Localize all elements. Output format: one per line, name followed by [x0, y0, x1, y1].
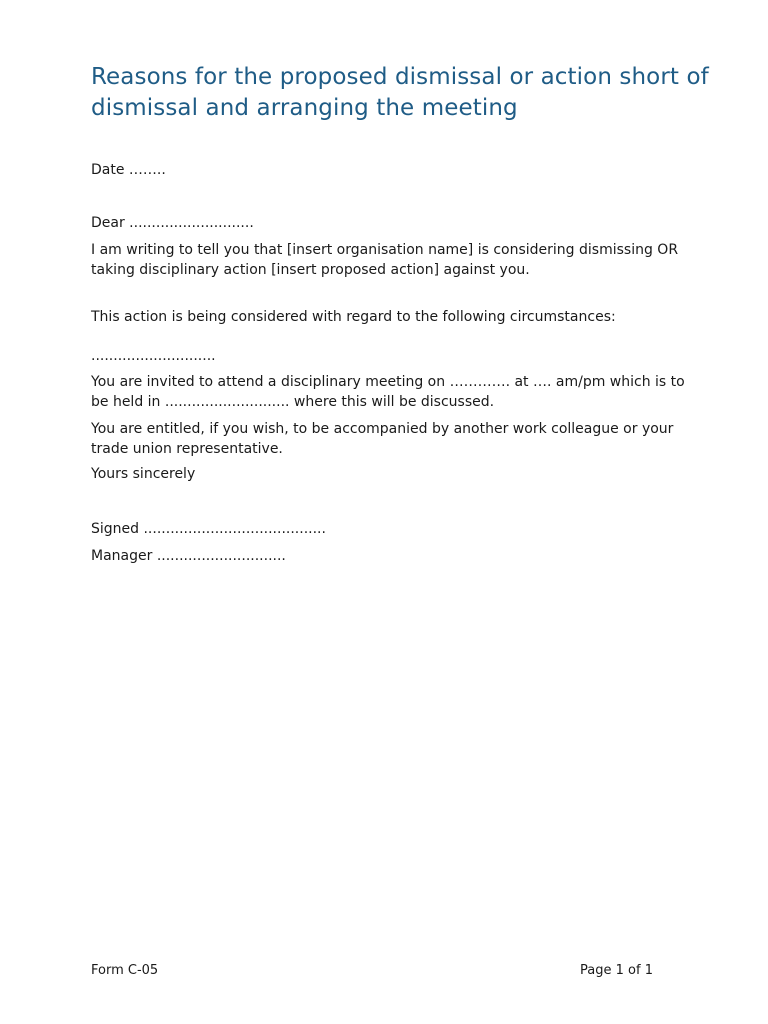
document-title: Reasons for the proposed dismissal or action short of dismissal and arranging the meeting [91, 64, 709, 121]
date-line: Date …….. [91, 162, 166, 178]
circumstances-placeholder: ............................ [91, 348, 216, 364]
paragraph-accompaniment: You are entitled, if you wish, to be accompanied by another work colleague or your trade union representative. [91, 421, 674, 457]
paragraph-meeting-invite: You are invited to attend a disciplinary meeting on …………. at …. am/pm which is to be held in ............................ where this will be discussed. [91, 374, 685, 410]
signature-line: Signed ......................................... [91, 521, 326, 537]
salutation: Dear ............................ [91, 215, 254, 231]
footer-page-number: Page 1 of 1 [580, 963, 653, 978]
closing: Yours sincerely [91, 466, 196, 482]
paragraph-intention: I am writing to tell you that [insert organisation name] is considering dismissing OR taking disciplinary action [insert proposed action] against you. [91, 242, 679, 278]
paragraph-circumstances: This action is being considered with regard to the following circumstances: [91, 309, 616, 325]
footer-form-id: Form C-05 [91, 963, 159, 978]
manager-line: Manager ............................. [91, 548, 286, 564]
